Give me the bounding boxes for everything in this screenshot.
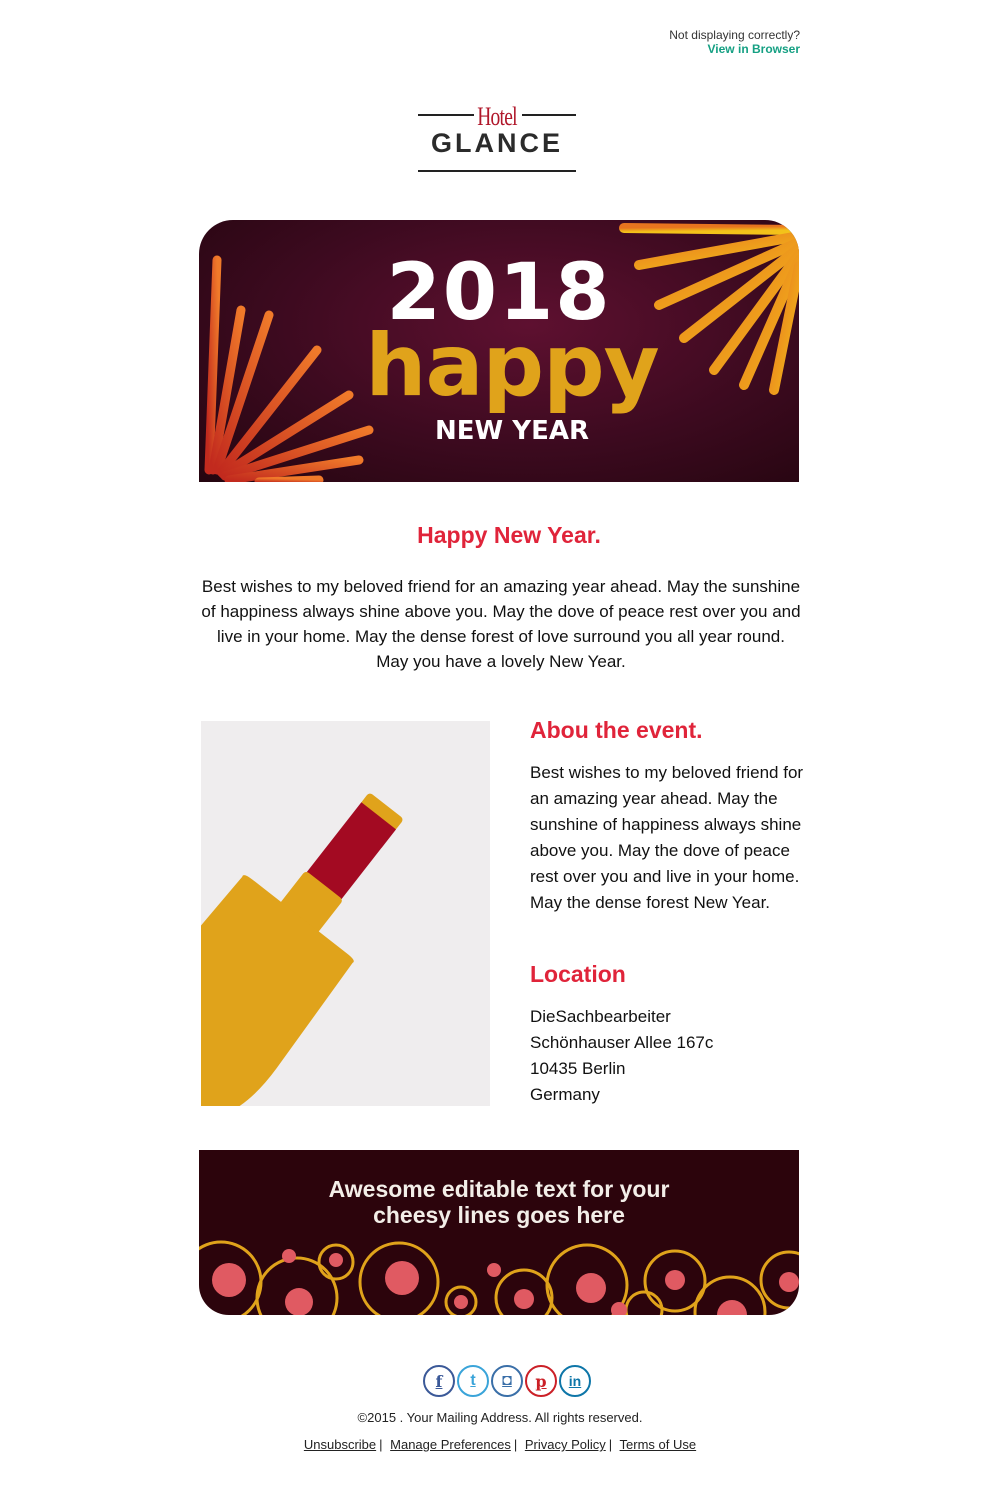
hero-new-year: NEW YEAR [435,416,589,446]
hero-banner [199,220,799,482]
facebook-icon[interactable]: f [423,1365,455,1397]
location-line: Schönhauser Allee 167c [530,1033,714,1052]
privacy-policy-link[interactable]: Privacy Policy [524,1437,606,1452]
unsubscribe-link[interactable]: Unsubscribe [303,1437,377,1452]
location-title: Location [530,961,626,987]
location-line: Germany [530,1085,600,1104]
banner-text [199,1176,799,1228]
terms-of-use-link[interactable]: Terms of Use [619,1437,697,1452]
hotel-glance-logo[interactable] [416,100,578,174]
view-in-browser-link[interactable]: View in Browser [707,42,800,56]
bubbles-decoration [199,1150,799,1315]
logo-rule-bottom [418,170,576,172]
link-separator: | [379,1437,383,1452]
instagram-icon[interactable]: ◘ [491,1365,523,1397]
pinterest-icon[interactable]: p [525,1365,557,1397]
twitter-icon[interactable]: t [457,1365,489,1397]
event-body: Best wishes to my beloved friend for an amazing year ahead. May the sunshine of happiness always shine above you. May the dove of peace rest over you and live in your home. May the dense forest New Year. [530,763,804,912]
preheader [600,28,800,56]
banner-line-1: Awesome editable text for your [328,1176,670,1202]
hero-year: 2018 [386,248,612,338]
manage-preferences-link[interactable]: Manage Preferences [390,1437,511,1452]
social-icons [423,1365,593,1397]
logo-glance-text: GLANCE [431,128,563,158]
link-separator: | [513,1437,518,1452]
preheader-note: Not displaying correctly? [669,28,800,42]
greeting-title: Happy New Year. [417,522,601,548]
banner-line-2: cheesy lines goes here [373,1202,625,1228]
location-line: 10435 Berlin [530,1059,626,1078]
cta-banner [199,1150,799,1315]
logo-hotel-text: Hotel [477,102,517,131]
event-title: Abou the event. [530,717,703,743]
champagne-bottle-image [201,721,490,1106]
hero-happy: happy [365,316,659,416]
location-line: DieSachbearbeiter [530,1007,671,1026]
copyright: ©2015 . Your Mailing Address. All rights reserved. [357,1410,643,1425]
champagne-bottle-icon [201,721,490,1106]
greeting-body: Best wishes to my beloved friend for an amazing year ahead. May the sunshine of happiness always shine above you. May the dove of peace rest over you and live in your home. May the dense forest of love surround you all year round. May you have a lovely New Year. [201,577,801,671]
location-address [530,1004,805,1108]
footer-links [0,1437,1000,1452]
linkedin-icon[interactable]: in [559,1365,591,1397]
link-separator: | [608,1437,613,1452]
